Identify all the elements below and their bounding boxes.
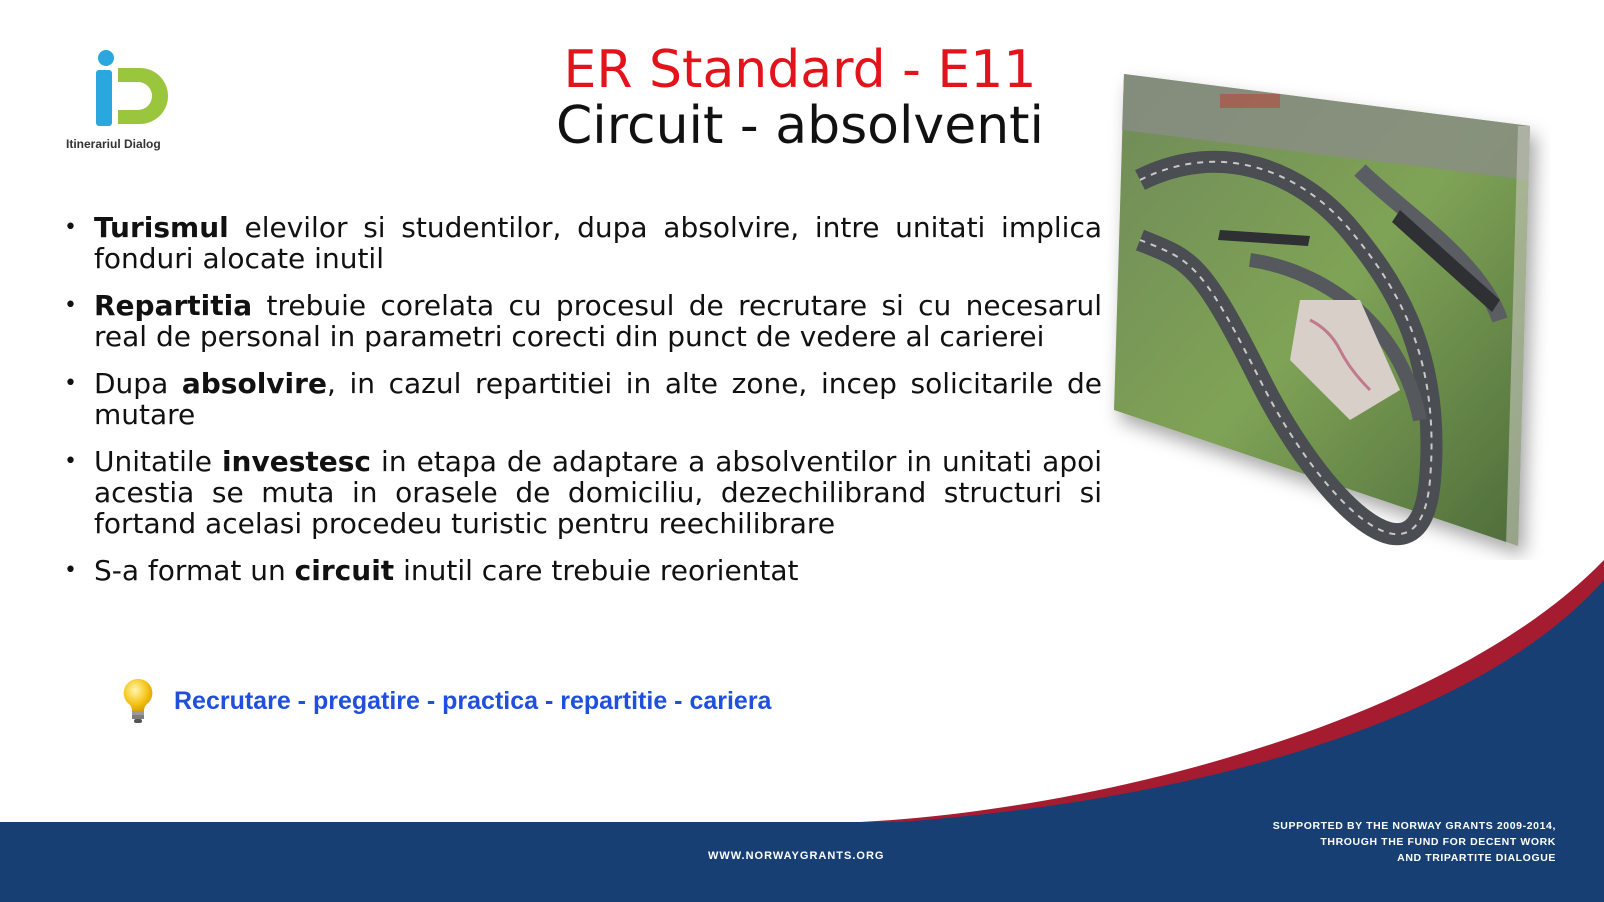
slide-title: ER Standard - E11 bbox=[563, 40, 1037, 100]
bullet-item: • Unitatile investesc in etapa de adaptare a absolventilor in unitati apoi acestia se muta in orasele de domiciliu, dezechilibrand structuri si fortand acelasi procedeu turistic pentru reechilibrare bbox=[64, 445, 1103, 540]
bullet-item: • Repartitia trebuie corelata cu procesul de recrutare si cu necesarul real de personal in parametri corecti din punct de vedere al carierei bbox=[64, 289, 1102, 353]
bullet-item: • S-a format un circuit inutil care trebuie reorientat bbox=[64, 554, 799, 587]
footer-website: WWW.NORWAYGRANTS.ORG bbox=[708, 850, 885, 862]
bullet-dot-icon: • bbox=[64, 293, 77, 318]
racetrack-photo bbox=[1100, 60, 1550, 560]
bullet-dot-icon: • bbox=[64, 215, 77, 240]
footer-support-text: SUPPORTED BY THE NORWAY GRANTS 2009-2014, THROUGH THE FUND FOR DECENT WORK AND TRIPARTITE DIALOGUE bbox=[1272, 820, 1556, 864]
bullet-dot-icon: • bbox=[64, 371, 77, 396]
bullet-dot-icon: • bbox=[64, 558, 77, 583]
bullet-item: • Dupa absolvire, in cazul repartitiei in alte zone, incep solicitarile de mutare bbox=[64, 367, 1102, 431]
bullet-list bbox=[62, 212, 1102, 602]
bullet-dot-icon: • bbox=[64, 449, 77, 474]
slide-subtitle: Circuit - absolventi bbox=[556, 96, 1044, 156]
career-path-text: Recrutare - pregatire - practica - repartitie - cariera bbox=[174, 686, 772, 715]
logo-text: Itinerariul Dialog bbox=[66, 137, 161, 151]
bullet-item: • Turismul elevilor si studentilor, dupa absolvire, intre unitati implica fonduri alocate inutil bbox=[64, 211, 1102, 275]
